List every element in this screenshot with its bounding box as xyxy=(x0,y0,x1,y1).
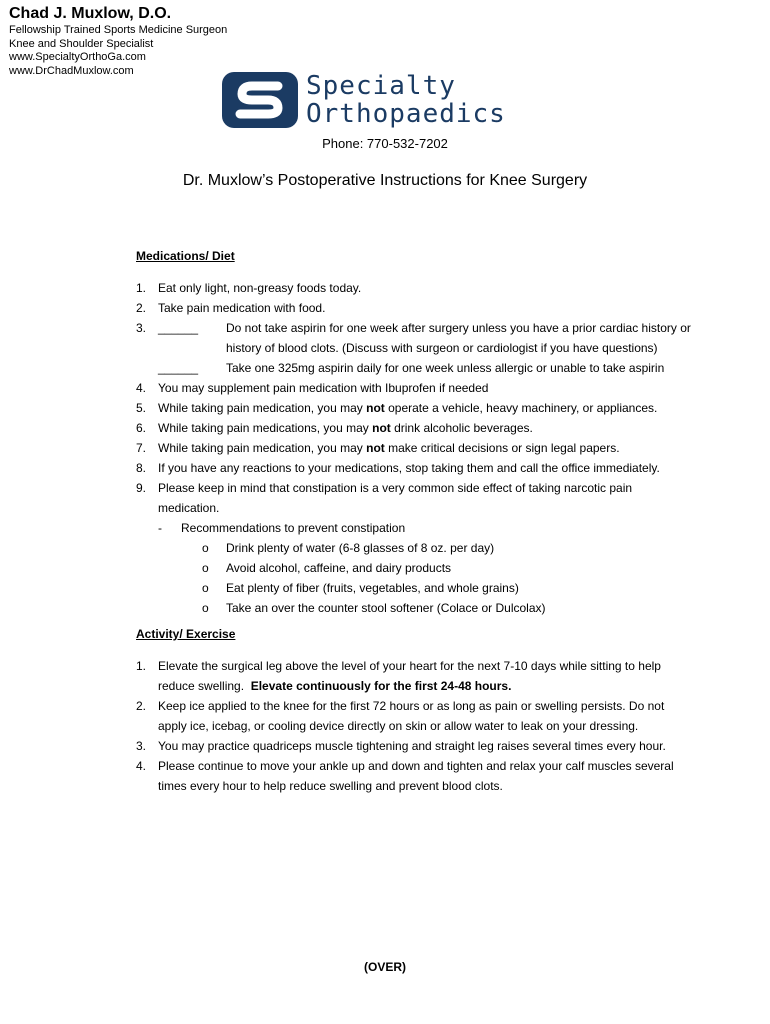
bullet-item xyxy=(136,558,696,578)
item-number: 4. xyxy=(136,759,147,773)
list-item xyxy=(136,398,696,418)
bullet-text: Take an over the counter stool softener (Colace or Dulcolax) xyxy=(226,601,546,615)
list-item xyxy=(136,278,696,298)
header-credential: Fellowship Trained Sports Medicine Surgeon xyxy=(9,24,228,36)
header-specialty: Knee and Shoulder Specialist xyxy=(9,37,154,50)
item-number: 8. xyxy=(136,461,147,475)
item-text: Keep ice applied to the knee for the first 72 hours or as long as pain or swelling persists. Do not apply ice, icebag, or cooling device directly on skin or allow water to leak on your dressing. xyxy=(158,699,665,733)
page-title: Dr. Muxlow’s Postoperative Instructions for Knee Surgery xyxy=(182,172,588,189)
list-item xyxy=(136,318,696,378)
item-number: 2. xyxy=(136,301,147,315)
item-number: 4. xyxy=(136,381,147,395)
specialty-orthopaedics-logo xyxy=(222,72,562,128)
list-item xyxy=(136,736,696,756)
aspirin-choice-a xyxy=(136,318,696,358)
item-text: While taking pain medications, you may not drink alcoholic beverages. xyxy=(158,421,533,435)
item-text: Elevate the surgical leg above the level of your heart for the next 7-10 days while sitting to help reduce swelling. Elevate continuously for the first 24-48 hours. xyxy=(158,659,661,693)
choice-text: Do not take aspirin for one week after surgery unless you have a prior cardiac history or history of blood clots. (Discuss with surgeon or cardiologist if you have questions) xyxy=(226,321,691,355)
bullet-marker: o xyxy=(202,601,209,615)
item-text: Eat only light, non-greasy foods today. xyxy=(158,281,362,295)
medications-heading: Medications/ Diet xyxy=(136,249,235,263)
phone-number: Phone: 770-532-7202 xyxy=(322,136,448,151)
bullet-text: Eat plenty of fiber (fruits, vegetables, and whole grains) xyxy=(226,581,519,595)
doctor-header xyxy=(9,4,227,78)
item-text: Take pain medication with food. xyxy=(158,301,326,315)
item-text: Please keep in mind that constipation is a very common side effect of taking narcotic pain medication. xyxy=(158,481,633,515)
header-website-2[interactable]: www.DrChadMuxlow.com xyxy=(9,64,134,77)
list-item xyxy=(136,696,696,736)
item-text: If you have any reactions to your medications, stop taking them and call the office immediately. xyxy=(158,461,660,475)
bullet-marker: o xyxy=(202,561,209,575)
checkbox-blank[interactable]: ______ xyxy=(158,321,199,335)
header-website-1[interactable]: www.SpecialtyOrthoGa.com xyxy=(9,51,146,63)
bullet-text: Avoid alcohol, caffeine, and dairy products xyxy=(226,561,452,575)
list-item xyxy=(136,756,696,796)
list-item xyxy=(136,298,696,318)
item-text: Please continue to move your ankle up and down and tighten and relax your calf muscles several times every hour to help reduce swelling and prevent blood clots. xyxy=(158,759,674,793)
item-number: 1. xyxy=(136,659,147,673)
item-number: 3. xyxy=(136,739,147,753)
bullet-item xyxy=(136,598,696,618)
item-number: 5. xyxy=(136,401,147,415)
choice-text: Take one 325mg aspirin daily for one week unless allergic or unable to take aspirin xyxy=(226,361,665,375)
item-number: 2. xyxy=(136,699,147,713)
item-number: 9. xyxy=(136,481,147,495)
over-footer: (OVER) xyxy=(364,960,406,974)
list-item xyxy=(136,478,696,518)
item-number: 6. xyxy=(136,421,147,435)
bullet-text: Drink plenty of water (6-8 glasses of 8 oz. per day) xyxy=(226,541,495,555)
logo-line-2: Orthopaedics xyxy=(306,99,506,129)
item-text: While taking pain medication, you may not operate a vehicle, heavy machinery, or appliances. xyxy=(158,401,658,415)
doctor-name: Chad J. Muxlow, D.O. xyxy=(9,5,172,22)
item-text: You may supplement pain medication with Ibuprofen if needed xyxy=(158,381,489,395)
logo-s-icon xyxy=(222,72,298,128)
activity-heading: Activity/ Exercise xyxy=(136,627,236,641)
bullet-item xyxy=(136,578,696,598)
list-item xyxy=(136,438,696,458)
item-text: While taking pain medication, you may not make critical decisions or sign legal papers. xyxy=(158,441,620,455)
aspirin-choice-b xyxy=(136,358,696,378)
item-text: You may practice quadriceps muscle tightening and straight leg raises several times every hour. xyxy=(158,739,666,753)
bullet-marker: o xyxy=(202,581,209,595)
logo-line-1: Specialty xyxy=(306,71,456,101)
list-item xyxy=(136,458,696,478)
instructions-body xyxy=(136,246,696,796)
item-number: 7. xyxy=(136,441,147,455)
list-item xyxy=(136,656,696,696)
list-item xyxy=(136,418,696,438)
item-number: 3. xyxy=(136,321,147,335)
list-item xyxy=(136,378,696,398)
constipation-recommendations xyxy=(136,518,696,538)
bullet-marker: o xyxy=(202,541,209,555)
dash-marker: - xyxy=(158,521,162,535)
item-number: 1. xyxy=(136,281,147,295)
checkbox-blank[interactable]: ______ xyxy=(158,361,199,375)
sub-heading: Recommendations to prevent constipation xyxy=(181,521,406,535)
bullet-item xyxy=(136,538,696,558)
